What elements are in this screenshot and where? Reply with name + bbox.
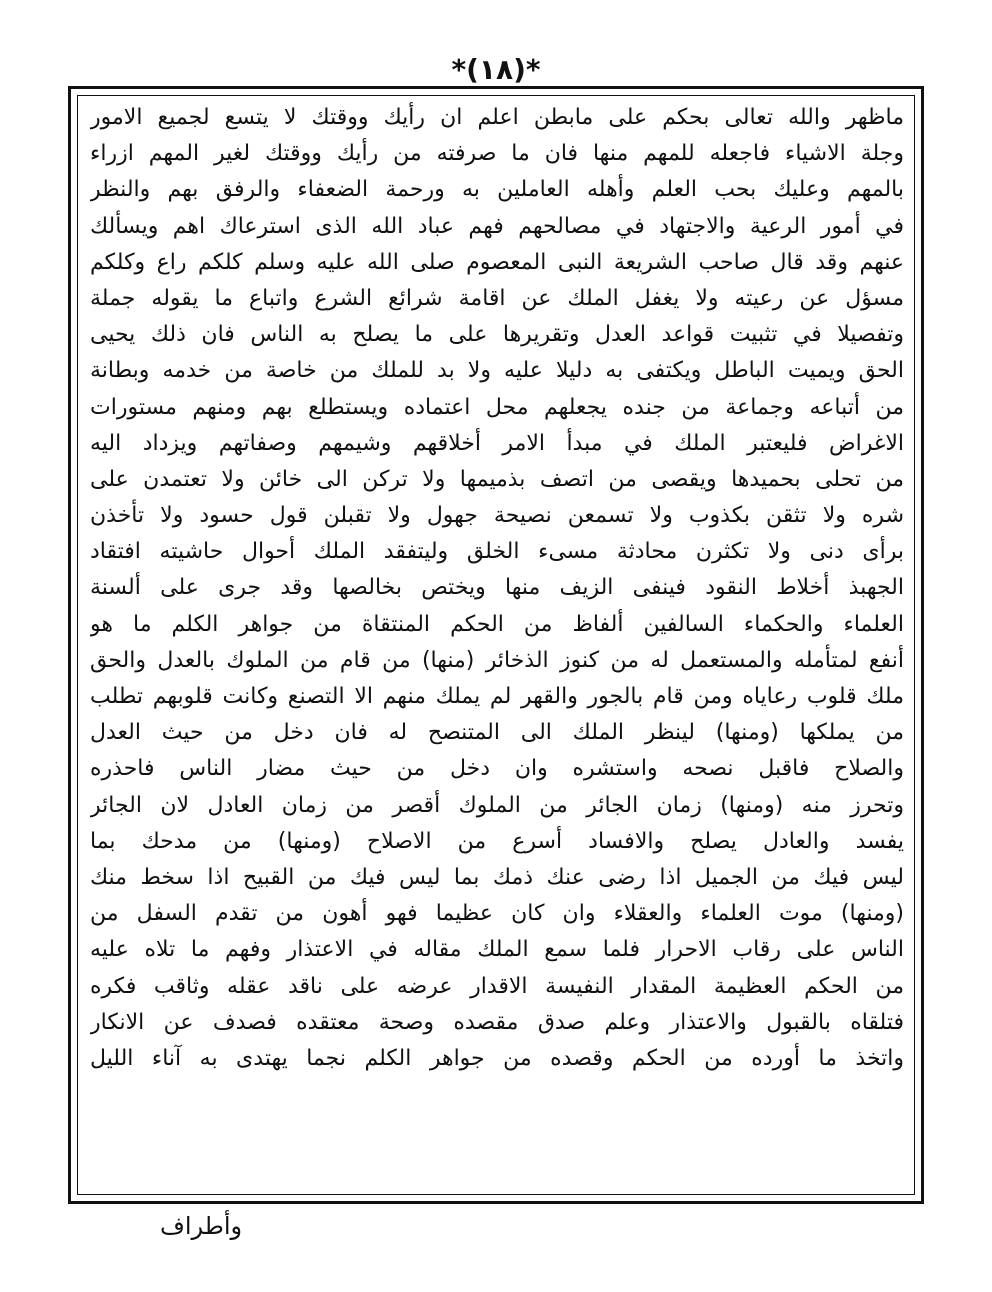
text-line: والصلاح فاقبل نصحه واستشره وان دخل من حيث مضار الناس فاحذره [90, 756, 904, 782]
text-line: برأى دنى ولا تكثرن محادثة مسىء الخلق وليتفقد الملك أحوال حاشيته افتقاد [90, 539, 904, 565]
text-line: من أتباعه وجماعة من جنده يجعلهم محل اعتماده ويستطلع بهم ومنهم مستورات [90, 394, 904, 420]
text-line: عنهم وقد قال صاحب الشريعة النبى المعصوم صلى الله عليه وسلم كلكم راع وكلكم [90, 249, 904, 275]
text-line: الحق ويميت الباطل ويكتفى به دليلا عليه ولا بد للملك من خاصة من خدمه وبطانة [90, 358, 904, 384]
text-line: من تحلى بحميدها ويقصى من اتصف بذميمها ولا تركن الى خائن ولا تعتمدن على [90, 466, 904, 492]
text-line: يفسد والعادل يصلح والافساد أسرع من الاصلاح (ومنها) من مدحك بما [90, 828, 904, 854]
text-body [90, 100, 904, 1190]
text-line: فتلقاه بالقبول والاعتذار وعلم صدق مقصده وصحة معتقده فصدف عن الانكار [90, 1009, 904, 1035]
text-line: الجهبذ أخلاط النقود فينفى الزيف منها ويختص بخالصها وقد جرى على ألسنة [90, 575, 904, 601]
text-line: الناس على رقاب الاحرار فلما سمع الملك مقاله في الاعتذار وفهم ما تلاه عليه [90, 937, 904, 963]
text-line: شره ولا تثقن بكذوب ولا تسمعن نصيحة جهول ولا تقبلن قول حسود ولا تأخذن [90, 503, 904, 529]
catchword: وأطراف [160, 1212, 243, 1240]
text-line: واتخذ ما أورده من الحكم وقصده من جواهر الكلم نجما يهتدى به آناء الليل [90, 1045, 904, 1071]
text-line: وتفصيلا في تثبيت قواعد العدل وتقريرها على ما يصلح به الناس فان ذلك يحيى [90, 322, 904, 348]
page-number: *(١٨)* [451, 53, 541, 86]
text-line: ماظهر والله تعالى بحكم على مابطن اعلم ان رأيك ووقتك لا يتسع لجميع الامور [90, 105, 904, 130]
text-line: في أمور الرعية والاجتهاد في مصالحهم فهم عباد الله الذى استرعاك اهم ويسألك [90, 213, 904, 239]
text-line: أنفع لمتأمله والمستعمل له من كنوز الذخائر (منها) من قام من الملوك بالعدل والحق [90, 647, 904, 673]
text-line: الاغراض فليعتبر الملك في مبدأ الامر أخلاقهم وشيمهم وصفاتهم ويزداد اليه [90, 430, 904, 456]
text-line: ليس فيك من الجميل اذا رضى عنك ذمك بما ليس فيك من القبيح اذا سخط منك [90, 864, 904, 890]
text-line: (ومنها) موت العلماء والعقلاء وان كان عظيما فهو أهون من تقدم السفل من [90, 901, 904, 927]
text-line: العلماء والحكماء السالفين ألفاظ من الحكم المنتقاة من جواهر الكلم ما هو [90, 611, 904, 637]
text-line: وتحرز منه (ومنها) زمان الجائر من الملوك أقصر من زمان العادل لان الجائر [90, 792, 904, 818]
text-line: من الحكم العظيمة المقدار النفيسة الاقدار عرضه على ناقد عقله وثاقب فكره [90, 973, 904, 999]
text-line: بالمهم وعليك بحب العلم وأهله العاملين به ورحمة الضعفاء والرفق بهم والنظر [90, 177, 904, 203]
text-line: مسؤل عن رعيته ولا يغفل الملك عن اقامة شرائع الشرع واتباع ما يقوله جملة [90, 285, 904, 311]
text-line: ملك قلوب رعاياه ومن قام بالجور والقهر لم يملك منهم الا التصنع وكانت قلوبهم تطلب [90, 684, 904, 709]
text-line: من يملكها (ومنها) لينظر الملك الى المتنصح له فان دخل من حيث العدل [90, 720, 904, 746]
text-line: وجلة الاشياء فاجعله للمهم منها فان ما صرفته من رأيك ووقتك لغير المهم ازراء [90, 141, 904, 167]
